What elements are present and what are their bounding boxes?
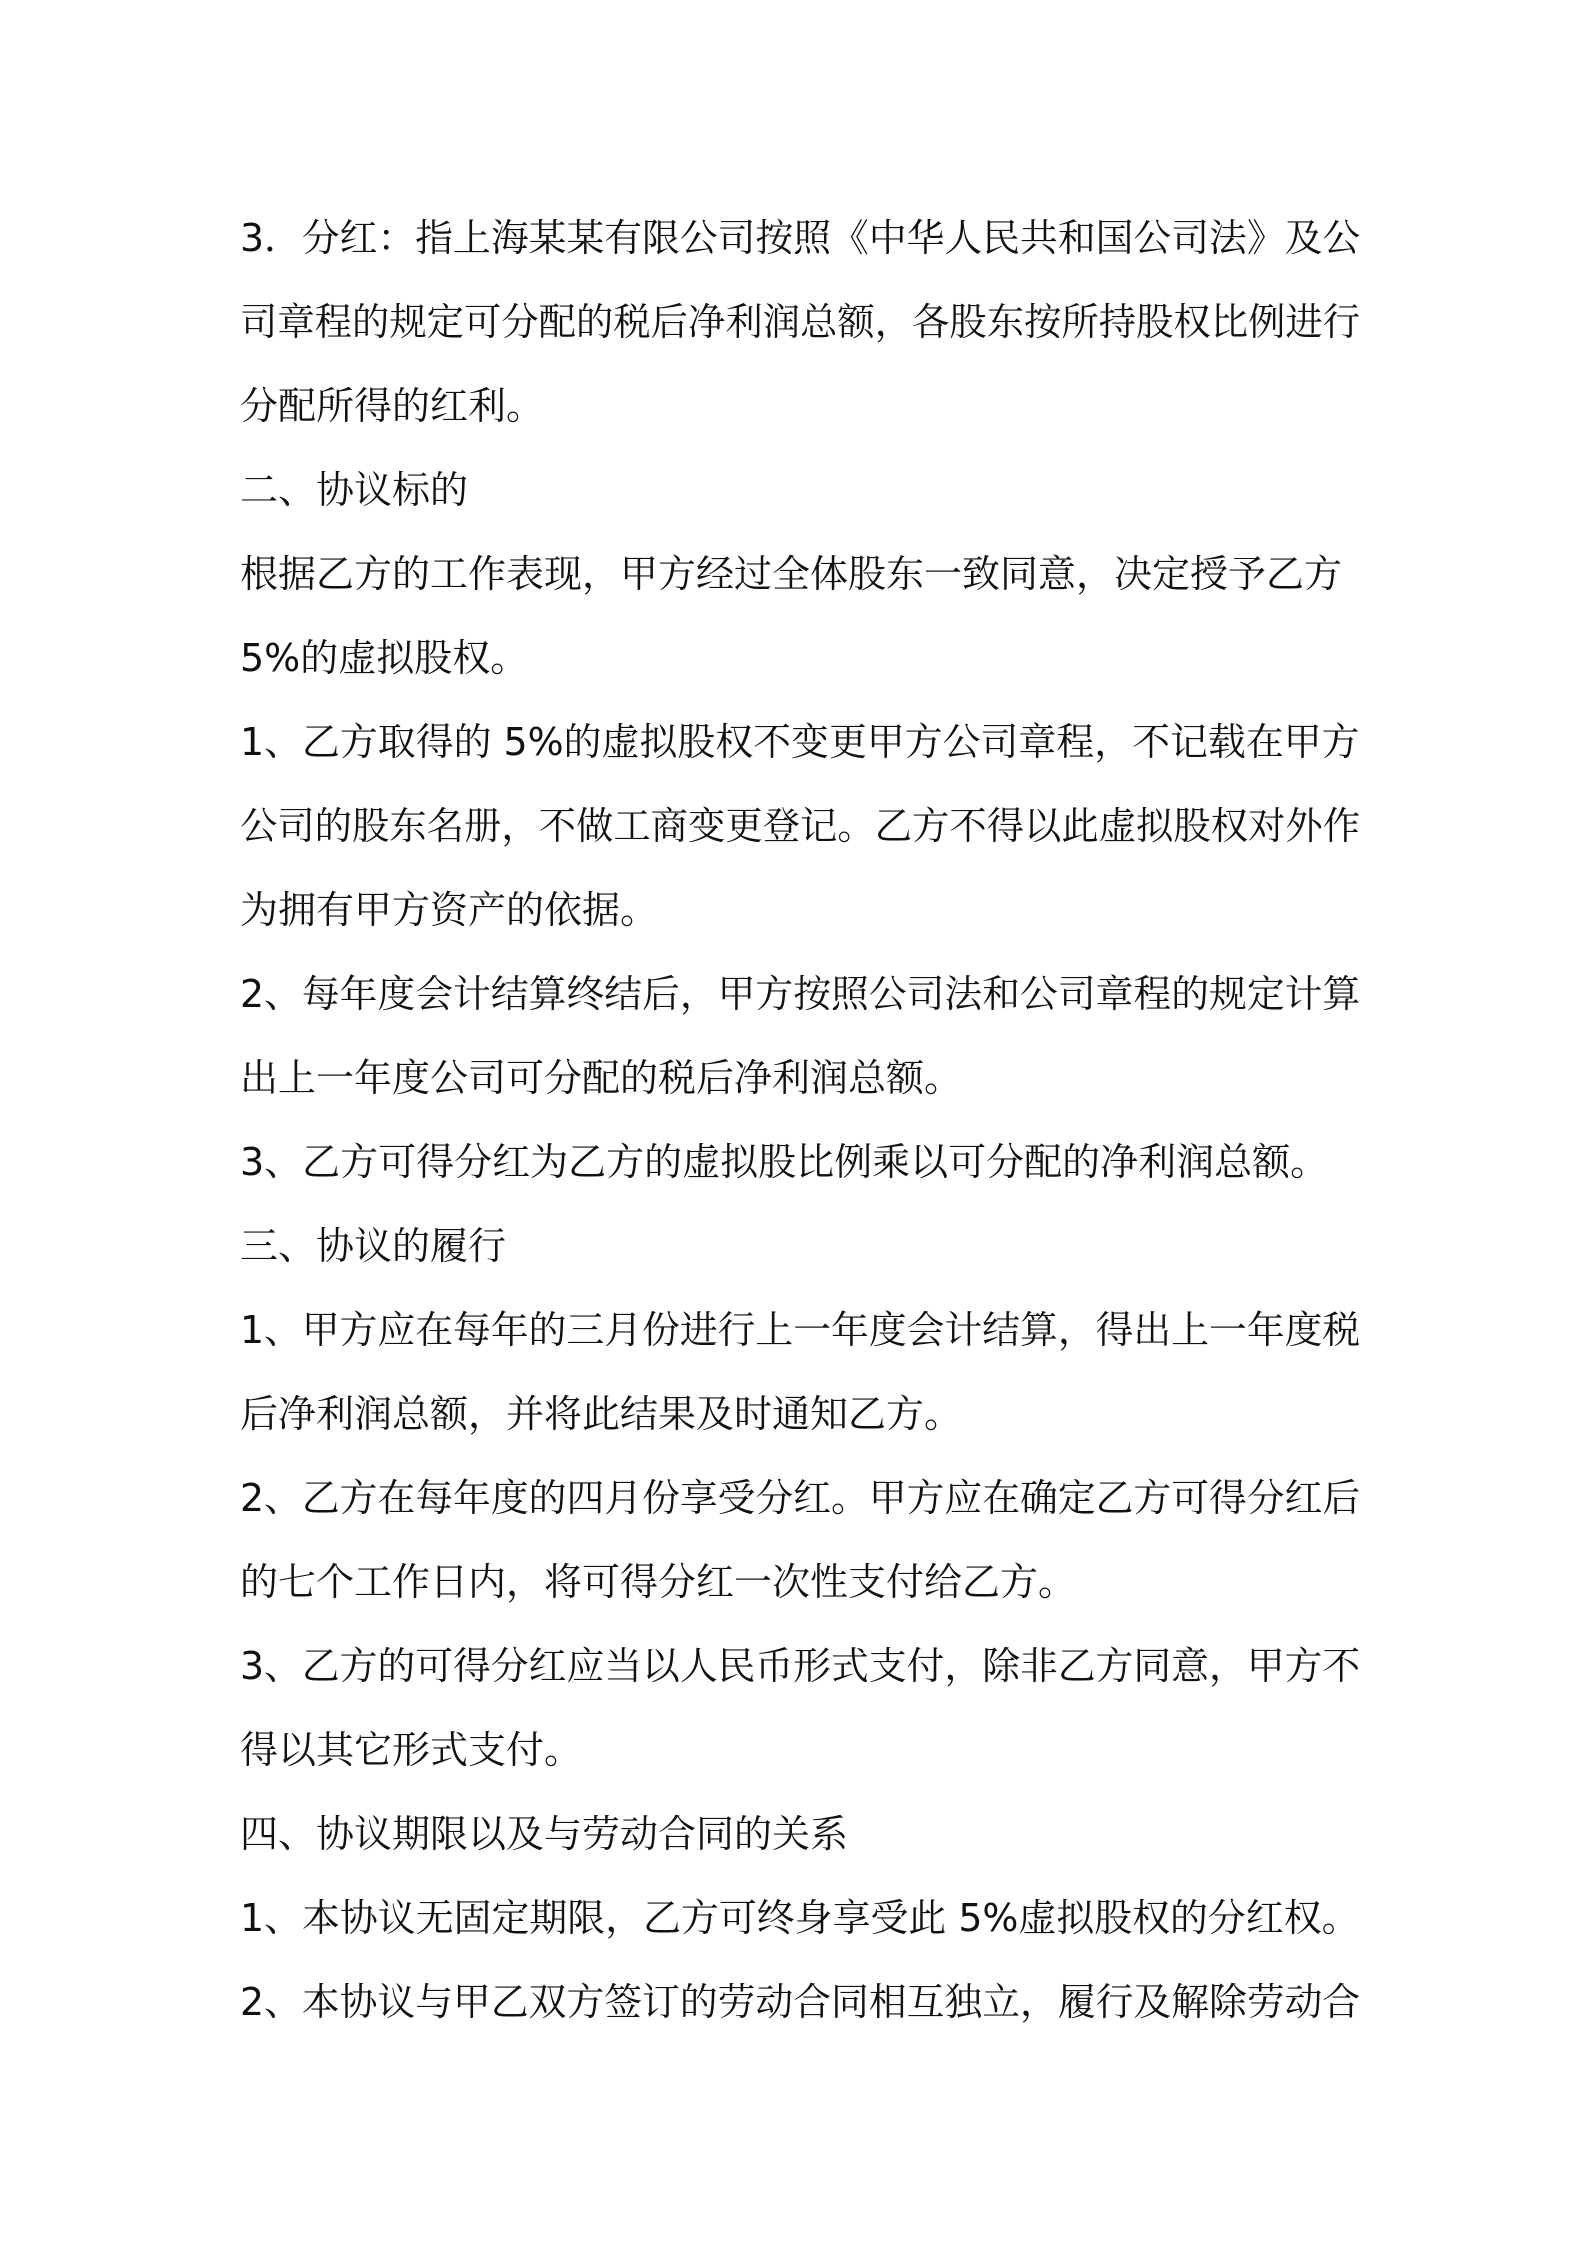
- text-line: 1、甲方应在每年的三月份进行上一年度会计结算，得出上一年度税: [240, 1308, 1361, 1352]
- text-line: 2、本协议与甲乙双方签订的劳动合同相互独立，履行及解除劳动合: [240, 1980, 1361, 2024]
- text-line: 得以其它形式支付。: [240, 1728, 583, 1772]
- text-line: 出上一年度公司可分配的税后净利润总额。: [240, 1056, 963, 1100]
- text-line: 司章程的规定可分配的税后净利润总额，各股东按所持股权比例进行: [240, 300, 1361, 344]
- text-line: 3．分红：指上海某某有限公司按照《中华人民共和国公司法》及公: [240, 216, 1361, 260]
- text-line: 为拥有甲方资产的依据。: [240, 888, 659, 932]
- text-line: 1、本协议无固定期限，乙方可终身享受此 5%虚拟股权的分红权。: [240, 1896, 1360, 1940]
- document-body: [240, 196, 1360, 2044]
- text-line: 2、每年度会计结算终结后，甲方按照公司法和公司章程的规定计算: [240, 972, 1361, 1016]
- text-line: 1、乙方取得的 5%的虚拟股权不变更甲方公司章程，不记载在甲方: [240, 720, 1360, 764]
- text-line: 分配所得的红利。: [240, 384, 545, 428]
- text-line: 的七个工作日内，将可得分红一次性支付给乙方。: [240, 1560, 1077, 1604]
- section-heading: 三、协议的履行: [240, 1224, 507, 1268]
- text-line: 公司的股东名册，不做工商变更登记。乙方不得以此虚拟股权对外作: [240, 804, 1361, 848]
- section-heading: 二、协议标的: [240, 468, 469, 512]
- text-line: 3、乙方的可得分红应当以人民币形式支付，除非乙方同意，甲方不: [240, 1644, 1361, 1688]
- text-line: 后净利润总额，并将此结果及时通知乙方。: [240, 1392, 963, 1436]
- text-line: 2、乙方在每年度的四月份享受分红。甲方应在确定乙方可得分红后: [240, 1476, 1361, 1520]
- section-heading: 四、协议期限以及与劳动合同的关系: [240, 1812, 849, 1856]
- text-line: 5%的虚拟股权。: [240, 636, 529, 680]
- text-line: 3、乙方可得分红为乙方的虚拟股比例乘以可分配的净利润总额。: [240, 1140, 1329, 1184]
- text-line: 根据乙方的工作表现，甲方经过全体股东一致同意，决定授予乙方: [240, 552, 1343, 596]
